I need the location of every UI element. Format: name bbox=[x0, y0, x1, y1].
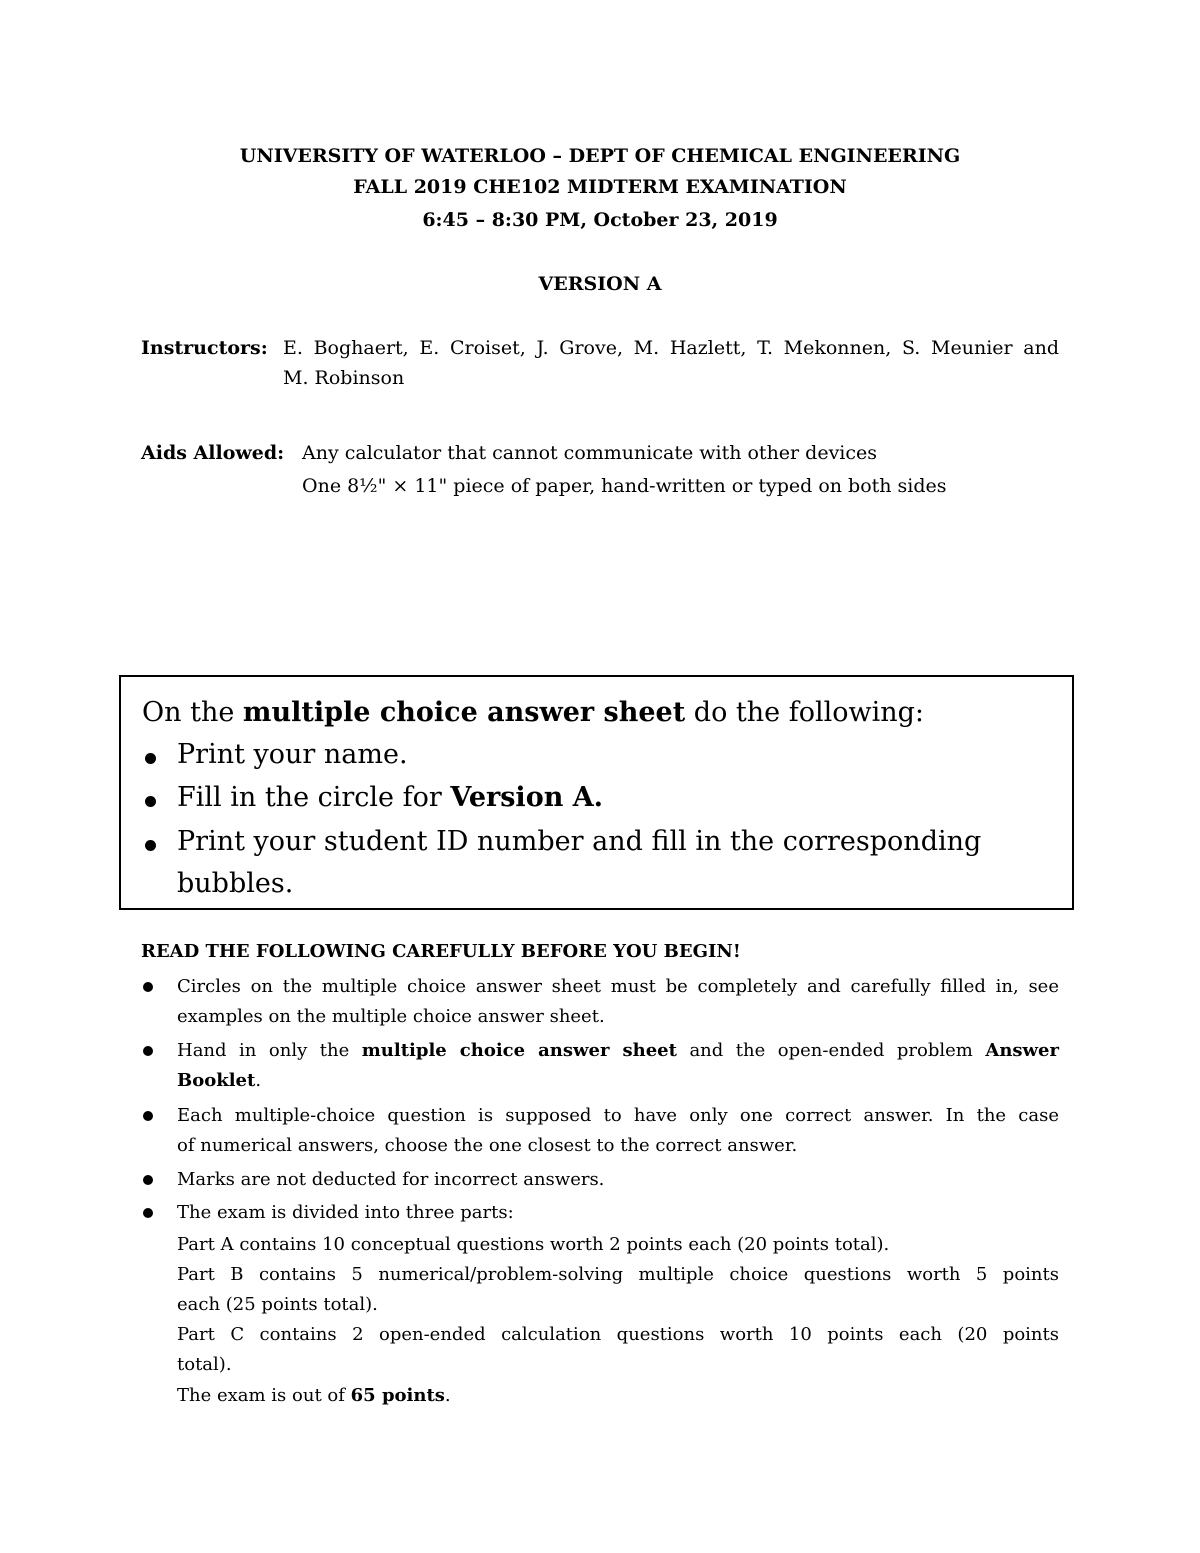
box-item-print-name: Print your name. bbox=[177, 739, 408, 770]
total-text: The exam is out of bbox=[177, 1385, 351, 1406]
exam-title: FALL 2019 CHE102 MIDTERM EXAMINATION bbox=[353, 176, 847, 198]
hand-in-period: . bbox=[255, 1070, 262, 1091]
aids-label: Aids Allowed: bbox=[141, 442, 285, 464]
item2-bold: Version A. bbox=[450, 782, 604, 813]
box-item-student-id-line2: bubbles. bbox=[177, 868, 294, 899]
instruction-part-b-line1: Part B contains 5 numerical/problem-solving multiple choice questions worth 5 points bbox=[177, 1264, 1059, 1285]
instruction-parts-intro: The exam is divided into three parts: bbox=[177, 1202, 514, 1223]
hand-in-text-mid: and the open-ended problem bbox=[676, 1040, 986, 1061]
hand-in-bold-sheet: multiple choice answer sheet bbox=[361, 1040, 677, 1061]
box-item-student-id-line1: Print your student ID number and fill in the corresponding bbox=[177, 826, 982, 857]
exam-time: 6:45 – 8:30 PM, October 23, 2019 bbox=[422, 209, 778, 231]
intro-text: On the bbox=[142, 697, 243, 728]
answer-sheet-box bbox=[119, 675, 1074, 910]
instructors-list-line1: E. Boghaert, E. Croiset, J. Grove, M. Hazlett, T. Mekonnen, S. Meunier and bbox=[283, 337, 1059, 359]
bullet-icon bbox=[143, 1111, 153, 1121]
instruction-part-c-line1: Part C contains 2 open-ended calculation questions worth 10 points each (20 points bbox=[177, 1324, 1059, 1345]
instruction-part-b-line2: each (25 points total). bbox=[177, 1294, 378, 1315]
intro-text-end: do the following: bbox=[685, 697, 925, 728]
instruction-marks: Marks are not deducted for incorrect answers. bbox=[177, 1169, 605, 1190]
instruction-circles-line2: examples on the multiple choice answer sheet. bbox=[177, 1006, 605, 1027]
hand-in-text: Hand in only the bbox=[177, 1040, 362, 1061]
instruction-circles-line1: Circles on the multiple choice answer sheet must be completely and carefully filled in, see bbox=[177, 976, 1059, 997]
answer-sheet-intro bbox=[142, 696, 924, 730]
bullet-icon bbox=[143, 1175, 153, 1185]
total-bold: 65 points bbox=[350, 1385, 445, 1406]
bullet-icon bbox=[145, 796, 156, 807]
aids-line2: One 8½" × 11" piece of paper, hand-written or typed on both sides bbox=[302, 475, 947, 497]
university-title: UNIVERSITY OF WATERLOO – DEPT OF CHEMICAL ENGINEERING bbox=[239, 145, 961, 167]
bullet-icon bbox=[143, 1046, 153, 1056]
instruction-hand-in-line2 bbox=[177, 1066, 1059, 1096]
instructors-label: Instructors: bbox=[141, 337, 268, 359]
aids-line1: Any calculator that cannot communicate with other devices bbox=[302, 442, 878, 464]
instructions-title: READ THE FOLLOWING CAREFULLY BEFORE YOU BEGIN! bbox=[141, 941, 741, 962]
instruction-one-answer-line2: of numerical answers, choose the one closest to the correct answer. bbox=[177, 1135, 798, 1156]
bullet-icon bbox=[143, 1208, 153, 1218]
bullet-icon bbox=[143, 982, 153, 992]
intro-bold: multiple choice answer sheet bbox=[242, 697, 686, 728]
bullet-icon bbox=[145, 840, 156, 851]
exam-version: VERSION A bbox=[538, 273, 662, 295]
item2-text: Fill in the circle for bbox=[177, 782, 451, 813]
instruction-one-answer-line1: Each multiple-choice question is supposed to have only one correct answer. In the case bbox=[177, 1105, 1059, 1126]
bullet-icon bbox=[145, 753, 156, 764]
total-period: . bbox=[444, 1385, 451, 1406]
instructors-list-line2: M. Robinson bbox=[283, 367, 405, 389]
instruction-total-points bbox=[177, 1381, 1059, 1411]
box-item-fill-version bbox=[177, 781, 603, 815]
instruction-hand-in-line1 bbox=[177, 1036, 1059, 1066]
instruction-part-c-line2: total). bbox=[177, 1354, 232, 1375]
instruction-part-a: Part A contains 10 conceptual questions worth 2 points each (20 points total). bbox=[177, 1234, 890, 1255]
hand-in-bold-answer: Answer bbox=[985, 1040, 1059, 1061]
hand-in-bold-booklet: Booklet bbox=[177, 1070, 256, 1091]
